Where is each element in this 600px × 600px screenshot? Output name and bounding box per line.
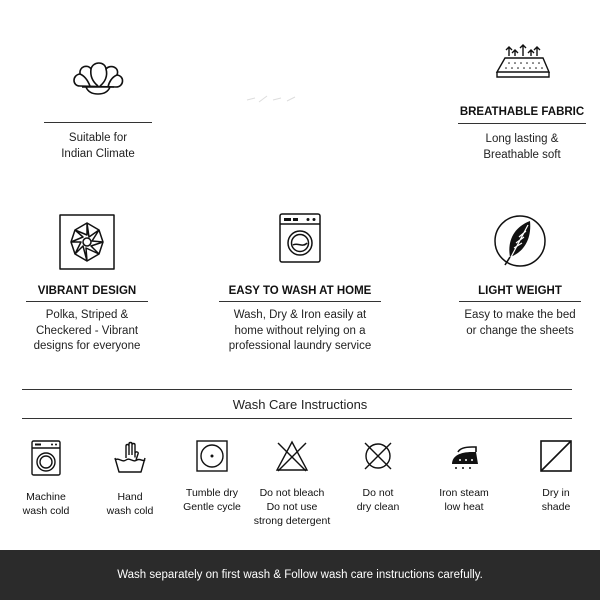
breathable-fabric-icon [487,42,557,86]
care-item-do-not-dry-clean [338,440,418,514]
hand-wash-icon [112,440,148,476]
care-label: Dry in shade [541,487,571,513]
care-item-dry-in-shade [516,440,596,514]
do-not-bleach-icon [275,440,309,472]
footer-banner [0,550,600,600]
care-label: Tumble dry Gentle cycle [183,487,241,513]
care-title: Wash Care Instructions [232,397,368,412]
care-item-do-not-bleach [252,440,332,528]
feature-title: EASY TO WASH AT HOME [228,285,372,297]
feature-desc: Long lasting & Breathable soft [483,133,561,161]
care-divider-top [22,389,572,390]
dry-in-shade-icon [540,440,572,472]
feature-vibrant-design [22,210,152,360]
feature-desc: Suitable for Indian Climate [61,132,135,160]
footer-text: Wash separately on first wash & Follow wash care instructions carefully. [117,569,483,581]
care-label: Machine wash cold [22,491,70,517]
feature-cotton [38,50,158,170]
tumble-dry-icon [196,440,228,472]
care-label: Do not bleach Do not use strong detergent [253,487,331,527]
feature-title: BREATHABLE FABRIC [459,106,585,118]
feature-light-weight [455,210,585,360]
feature-title: LIGHT WEIGHT [478,285,562,297]
feature-easy-to-wash [215,210,385,360]
feature-breathable-fabric [452,38,592,168]
iron-icon [446,440,482,472]
care-item-tumble-dry [172,440,252,514]
feature-desc: Wash, Dry & Iron easily at home without relying on a professional laundry service [228,309,372,352]
pattern-icon [58,213,116,271]
feature-desc: Polka, Striped & Checkered - Vibrant designs for everyone [33,309,141,352]
care-label: Do not dry clean [356,487,400,513]
faint-mark [245,88,305,108]
care-item-hand-wash [90,440,170,518]
machine-wash-icon [31,440,61,476]
care-item-machine-wash [6,440,86,518]
care-item-iron [424,440,504,514]
do-not-dry-clean-icon [362,440,394,472]
feature-desc: Easy to make the bed or change the sheets [464,309,576,337]
cotton-icon [68,56,128,98]
care-label: Iron steam low heat [439,487,489,513]
feature-title: VIBRANT DESIGN [37,285,137,297]
feather-icon [492,213,548,269]
care-divider-bottom [22,418,572,419]
washing-machine-icon [278,212,322,264]
care-label: Hand wash cold [106,491,154,517]
